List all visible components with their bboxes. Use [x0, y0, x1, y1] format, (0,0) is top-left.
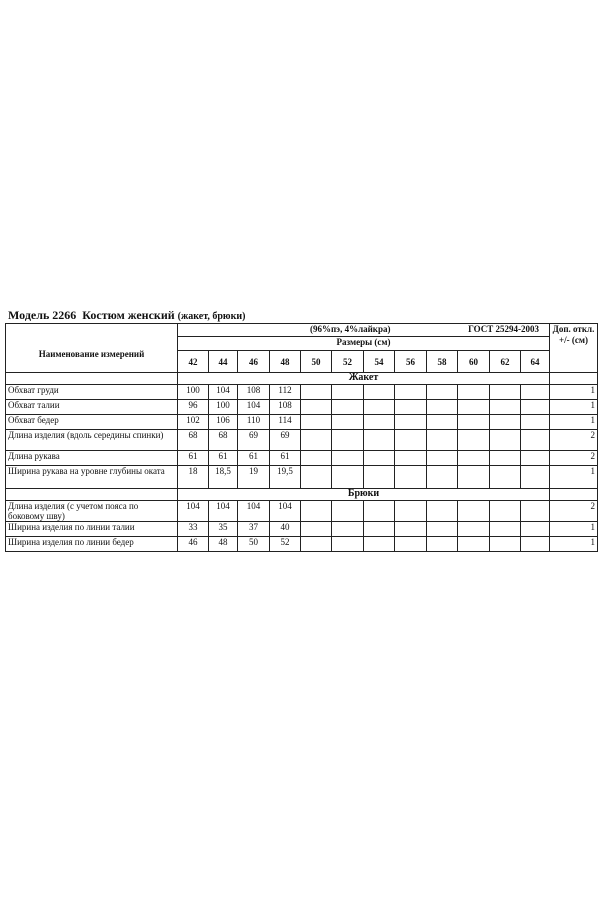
size-64: 64: [521, 351, 550, 373]
measurement-label: Длина рукава: [6, 451, 178, 466]
measurement-value: [521, 415, 550, 430]
measurement-row: [6, 451, 598, 466]
measurement-value: [521, 451, 550, 466]
size-chart-body: [6, 324, 598, 552]
measurement-value: 110: [238, 415, 270, 430]
measurement-row: [6, 415, 598, 430]
blank-header-cell: [6, 324, 178, 337]
measurement-value: [521, 385, 550, 400]
measurement-value: 108: [270, 400, 301, 415]
measurement-value: 61: [238, 451, 270, 466]
sizes-header: Размеры (см): [178, 337, 550, 351]
measurement-value: [521, 400, 550, 415]
measurement-value: [395, 415, 427, 430]
deviation-value: 1: [550, 400, 598, 415]
gost-standard: ГОСТ 25294-2003: [468, 324, 539, 334]
measurement-row: [6, 522, 598, 537]
measurement-value: [458, 400, 490, 415]
measurement-value: [332, 415, 364, 430]
measurement-value: [301, 522, 332, 537]
measurement-value: [332, 501, 364, 522]
measurement-value: [427, 522, 458, 537]
fabric-composition: (96%пэ, 4%лайкра): [310, 324, 391, 334]
measurement-value: 102: [178, 415, 209, 430]
measurement-value: [395, 522, 427, 537]
measurement-value: 18,5: [209, 466, 238, 489]
measurement-value: [521, 430, 550, 451]
measurement-value: [301, 385, 332, 400]
product-parts: (жакет, брюки): [177, 311, 246, 322]
measurement-value: [427, 400, 458, 415]
measurement-value: [521, 522, 550, 537]
measurement-value: 104: [238, 400, 270, 415]
measurement-value: 100: [209, 400, 238, 415]
measurement-value: 106: [209, 415, 238, 430]
sizes-title-row: [6, 337, 598, 351]
measurement-value: [332, 537, 364, 552]
measurement-value: 104: [178, 501, 209, 522]
measurement-value: [395, 451, 427, 466]
deviation-value: 2: [550, 501, 598, 522]
section-title: Жакет: [178, 373, 550, 385]
section-blank-cell: [550, 373, 598, 385]
measurement-value: [364, 537, 395, 552]
section-title: Брюки: [178, 489, 550, 501]
measurement-value: 46: [178, 537, 209, 552]
measurement-value: [521, 537, 550, 552]
measurement-value: [427, 430, 458, 451]
section-blank-cell: [550, 489, 598, 501]
measurement-label: Ширина изделия по линии талии: [6, 522, 178, 537]
measurement-label: Обхват бедер: [6, 415, 178, 430]
measurement-value: [490, 466, 521, 489]
measurement-value: 50: [238, 537, 270, 552]
measurement-value: [458, 385, 490, 400]
deviation-value: 2: [550, 430, 598, 451]
size-52: 52: [332, 351, 364, 373]
measurement-value: [521, 466, 550, 489]
section-blank-cell: [6, 489, 178, 501]
measurement-value: 108: [238, 385, 270, 400]
measurement-value: [490, 430, 521, 451]
measurement-value: 104: [209, 385, 238, 400]
document-title: [8, 308, 245, 323]
measurement-value: [395, 385, 427, 400]
measurement-value: [364, 430, 395, 451]
measurement-value: [427, 466, 458, 489]
measurement-value: [458, 501, 490, 522]
measurement-value: [458, 537, 490, 552]
measurement-value: [332, 522, 364, 537]
measurement-value: [301, 400, 332, 415]
size-46: 46: [238, 351, 270, 373]
measurement-name-header: Наименование измерений: [6, 337, 178, 373]
measurement-value: [301, 451, 332, 466]
product-name: Костюм женский: [82, 308, 175, 322]
measurement-value: [427, 451, 458, 466]
measurement-value: 96: [178, 400, 209, 415]
measurement-value: [458, 522, 490, 537]
size-44: 44: [209, 351, 238, 373]
measurement-value: 33: [178, 522, 209, 537]
measurement-value: 69: [270, 430, 301, 451]
measurement-value: [427, 415, 458, 430]
measurement-value: [395, 537, 427, 552]
measurement-value: 48: [209, 537, 238, 552]
measurement-value: [490, 537, 521, 552]
measurement-value: [364, 385, 395, 400]
measurement-value: [364, 451, 395, 466]
measurement-row: [6, 385, 598, 400]
measurement-row: [6, 400, 598, 415]
size-60: 60: [458, 351, 490, 373]
measurement-value: 100: [178, 385, 209, 400]
measurement-value: 35: [209, 522, 238, 537]
size-42: 42: [178, 351, 209, 373]
measurement-value: [301, 501, 332, 522]
measurement-value: [427, 537, 458, 552]
size-50: 50: [301, 351, 332, 373]
measurement-value: [301, 415, 332, 430]
measurement-value: [364, 415, 395, 430]
fabric-info-cell: [178, 324, 550, 337]
measurement-value: 18: [178, 466, 209, 489]
measurement-value: 104: [209, 501, 238, 522]
measurement-value: 68: [178, 430, 209, 451]
deviation-value: 1: [550, 415, 598, 430]
measurement-value: [458, 466, 490, 489]
deviation-value: 2: [550, 451, 598, 466]
section-blank-cell: [6, 373, 178, 385]
measurement-label: Длина изделия (вдоль середины спинки): [6, 430, 178, 451]
size-58: 58: [427, 351, 458, 373]
measurement-value: 114: [270, 415, 301, 430]
measurement-value: [427, 385, 458, 400]
section-row: [6, 373, 598, 385]
measurement-value: [364, 501, 395, 522]
measurement-value: [332, 451, 364, 466]
measurement-value: 104: [238, 501, 270, 522]
measurement-label: Ширина рукава на уровне глубины оката: [6, 466, 178, 489]
measurement-value: [490, 385, 521, 400]
measurement-value: [490, 522, 521, 537]
measurement-value: [301, 537, 332, 552]
measurement-value: 69: [238, 430, 270, 451]
deviation-value: 1: [550, 537, 598, 552]
size-48: 48: [270, 351, 301, 373]
deviation-value: 1: [550, 522, 598, 537]
deviation-value: 1: [550, 466, 598, 489]
measurement-value: [395, 430, 427, 451]
measurement-value: [332, 430, 364, 451]
measurement-value: [458, 430, 490, 451]
measurement-value: [490, 451, 521, 466]
size-54: 54: [364, 351, 395, 373]
measurement-value: [490, 501, 521, 522]
deviation-value: 1: [550, 385, 598, 400]
measurement-row: [6, 430, 598, 451]
measurement-value: [301, 466, 332, 489]
deviation-header: Доп. откл. +/- (см): [550, 324, 598, 373]
measurement-value: [490, 415, 521, 430]
measurement-value: [395, 501, 427, 522]
measurement-value: 52: [270, 537, 301, 552]
measurement-value: [332, 466, 364, 489]
measurement-value: 19,5: [270, 466, 301, 489]
measurement-label: Обхват груди: [6, 385, 178, 400]
measurement-label: Обхват талии: [6, 400, 178, 415]
measurement-label: Длина изделия (с учетом пояса по боковому шву): [6, 501, 178, 522]
measurement-value: [521, 501, 550, 522]
measurement-label: Ширина изделия по линии бедер: [6, 537, 178, 552]
measurement-value: [458, 451, 490, 466]
measurement-value: 61: [209, 451, 238, 466]
measurement-value: 112: [270, 385, 301, 400]
size-62: 62: [490, 351, 521, 373]
measurement-value: 68: [209, 430, 238, 451]
measurement-value: [490, 400, 521, 415]
measurement-value: [332, 400, 364, 415]
measurement-value: [364, 522, 395, 537]
measurement-value: [395, 466, 427, 489]
measurement-value: [364, 400, 395, 415]
measurement-value: [332, 385, 364, 400]
model-number: Модель 2266: [8, 308, 77, 322]
section-row: [6, 489, 598, 501]
measurement-row: [6, 466, 598, 489]
measurement-row: [6, 537, 598, 552]
measurement-value: 61: [270, 451, 301, 466]
measurement-value: 37: [238, 522, 270, 537]
measurement-value: 104: [270, 501, 301, 522]
measurement-value: 40: [270, 522, 301, 537]
size-56: 56: [395, 351, 427, 373]
measurement-value: [301, 430, 332, 451]
composition-row: [6, 324, 598, 337]
measurement-value: 61: [178, 451, 209, 466]
measurement-value: [458, 415, 490, 430]
size-chart-table: [5, 323, 598, 552]
measurement-value: 19: [238, 466, 270, 489]
measurement-row: [6, 501, 598, 522]
measurement-value: [395, 400, 427, 415]
measurement-value: [427, 501, 458, 522]
measurement-value: [364, 466, 395, 489]
